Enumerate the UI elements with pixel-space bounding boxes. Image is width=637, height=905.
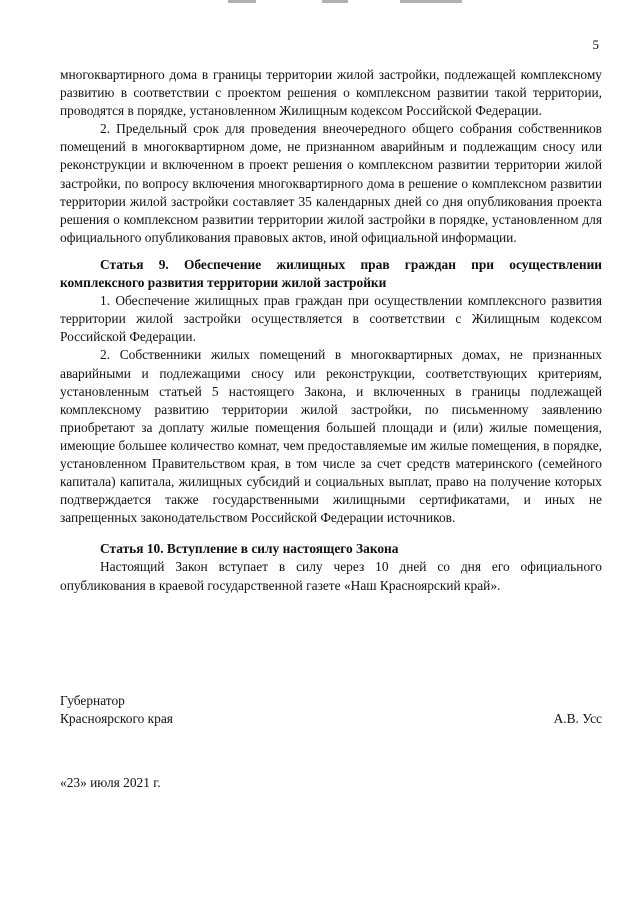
paragraph-continuation: многоквартирного дома в границы территории жилой застройки, подлежащей комплексному развитию в соответствии с проектом решения о комплексном развитии такой территории, проводятся в порядке, установленном Жилищным кодексом Российской Федерации. [60, 67, 602, 119]
document-body [60, 66, 602, 595]
article-9-heading: Статья 9. Обеспечение жилищных прав граждан при осуществлении комплексного развития территории жилой застройки [60, 256, 602, 291]
scan-artifact [400, 0, 462, 3]
paragraph-9-1: 1. Обеспечение жилищных прав граждан при осуществлении комплексного развития территории жилой застройки осуществляется в соответствии с Жилищным кодексом Российской Федерации. [60, 293, 602, 345]
signer-title-line1: Губернатор [60, 693, 125, 708]
signer-name: А.В. Усс [553, 711, 602, 726]
article-10-heading: Статья 10. Вступление в силу настоящего Закона [100, 541, 399, 557]
paragraph-10-1: Настоящий Закон вступает в силу через 10 дней со дня его официального опубликования в краевой государственной газете «Наш Красноярский край». [60, 559, 602, 593]
paragraph-9-2: 2. Собственники жилых помещений в многоквартирных домах, не признанных аварийными и подлежащими сносу или реконструкции, соответствующих критериям, установленным статьей 5 настоящего Закона, и включенных в границы подлежащей комплексному развитию территории жилой застройки, по письменному заявлению приобретают за доплату жилые помещения большей площади и (или) жилые помещения, имеющие большее количество комнат, чем предоставляемые им жилые помещения, в порядке, установленном Правительством края, в том числе за счет средств материнского (семейного капитала) капитала, жилищных субсидий и социальных выплат, право на получение которых подтверждается также государственными жилищными сертификатами, и иных не запрещенных законодательством Российской Федерации источников. [60, 347, 602, 526]
page-number: 5 [592, 37, 599, 52]
signing-date: «23» июля 2021 г. [60, 775, 161, 790]
signer-title-line2: Красноярского края [60, 711, 173, 727]
paragraph-8-2: 2. Предельный срок для проведения внеочередного общего собрания собственников помещений в многоквартирном доме, не признанном аварийным и подлежащим сносу или реконструкции и включенном в проект решения о комплексном развитии территории жилой застройки, по вопросу включения многоквартирного дома в решение о комплексном развитии территории жилой застройки составляет 35 календарных дней со дня опубликования проекта решения о комплексном развитии территории жилой застройки в порядке, установленном для официального опубликования правовых актов, иной официальной информации. [60, 121, 602, 245]
scan-artifact [228, 0, 256, 3]
scan-artifact [322, 0, 348, 3]
signature-block [60, 692, 602, 728]
